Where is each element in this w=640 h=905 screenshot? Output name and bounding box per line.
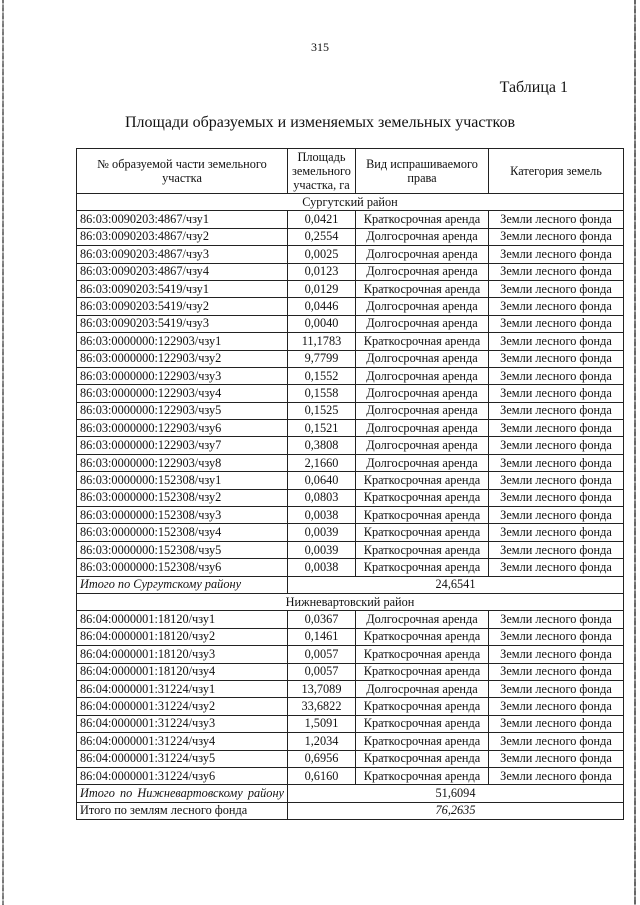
table-row <box>77 559 624 576</box>
section-total-row <box>77 576 624 593</box>
scan-edge-right <box>634 0 636 905</box>
right-type-cell: Краткосрочная аренда <box>356 541 489 558</box>
plot-number-cell: 86:03:0000000:152308/чзу2 <box>77 489 288 506</box>
right-type-cell: Краткосрочная аренда <box>356 767 489 784</box>
section-row <box>77 593 624 610</box>
table-row <box>77 541 624 558</box>
table-row <box>77 333 624 350</box>
section-title: Сургутский район <box>77 194 624 211</box>
table-row <box>77 507 624 524</box>
plot-number-cell: 86:03:0000000:122903/чзу7 <box>77 437 288 454</box>
plot-number-cell: 86:04:0000001:31224/чзу1 <box>77 680 288 697</box>
table-row <box>77 263 624 280</box>
plot-number-cell: 86:03:0090203:5419/чзу3 <box>77 315 288 332</box>
area-cell: 0,3808 <box>288 437 356 454</box>
land-category-cell: Земли лесного фонда <box>489 524 624 541</box>
table-label: Таблица 1 <box>499 79 568 96</box>
table-row <box>77 767 624 784</box>
plot-number-cell: 86:03:0000000:122903/чзу6 <box>77 420 288 437</box>
land-category-cell: Земли лесного фонда <box>489 333 624 350</box>
table-row <box>77 680 624 697</box>
land-category-cell: Земли лесного фонда <box>489 750 624 767</box>
area-cell: 0,0025 <box>288 246 356 263</box>
right-type-cell: Краткосрочная аренда <box>356 280 489 297</box>
plot-number-cell: 86:03:0090203:5419/чзу2 <box>77 298 288 315</box>
right-type-cell: Краткосрочная аренда <box>356 211 489 228</box>
section-total-label: Итого по Нижневартовскому району <box>77 785 288 802</box>
right-type-cell: Краткосрочная аренда <box>356 715 489 732</box>
land-category-cell: Земли лесного фонда <box>489 507 624 524</box>
plot-number-cell: 86:04:0000001:18120/чзу3 <box>77 646 288 663</box>
section-total-row <box>77 785 624 802</box>
land-category-cell: Земли лесного фонда <box>489 541 624 558</box>
area-cell: 0,1525 <box>288 402 356 419</box>
right-type-cell: Долгосрочная аренда <box>356 680 489 697</box>
table-row <box>77 750 624 767</box>
table-row <box>77 611 624 628</box>
area-cell: 0,0640 <box>288 472 356 489</box>
land-category-cell: Земли лесного фонда <box>489 663 624 680</box>
plot-number-cell: 86:03:0000000:122903/чзу2 <box>77 350 288 367</box>
table-row <box>77 315 624 332</box>
right-type-cell: Долгосрочная аренда <box>356 385 489 402</box>
land-category-cell: Земли лесного фонда <box>489 263 624 280</box>
right-type-cell: Краткосрочная аренда <box>356 559 489 576</box>
right-type-cell: Краткосрочная аренда <box>356 524 489 541</box>
table-row <box>77 454 624 471</box>
table-row <box>77 211 624 228</box>
area-cell: 0,0129 <box>288 280 356 297</box>
plot-number-cell: 86:03:0090203:4867/чзу3 <box>77 246 288 263</box>
area-cell: 0,0367 <box>288 611 356 628</box>
grand-total-value: 76,2635 <box>288 802 624 819</box>
header-right-type: Вид испрашиваемого права <box>356 149 489 194</box>
plot-number-cell: 86:03:0090203:5419/чзу1 <box>77 280 288 297</box>
right-type-cell: Краткосрочная аренда <box>356 628 489 645</box>
table-body <box>77 194 624 820</box>
area-cell: 0,1552 <box>288 367 356 384</box>
section-total-label: Итого по Сургутскому району <box>77 576 288 593</box>
section-title: Нижневартовский район <box>77 593 624 610</box>
area-cell: 33,6822 <box>288 698 356 715</box>
area-cell: 0,0446 <box>288 298 356 315</box>
scan-edge-left <box>2 0 4 905</box>
land-category-cell: Земли лесного фонда <box>489 715 624 732</box>
land-category-cell: Земли лесного фонда <box>489 385 624 402</box>
area-cell: 0,0039 <box>288 541 356 558</box>
area-cell: 0,0038 <box>288 559 356 576</box>
right-type-cell: Долгосрочная аренда <box>356 420 489 437</box>
land-category-cell: Земли лесного фонда <box>489 420 624 437</box>
plot-number-cell: 86:04:0000001:18120/чзу2 <box>77 628 288 645</box>
land-category-cell: Земли лесного фонда <box>489 367 624 384</box>
grand-total-row <box>77 802 624 819</box>
land-category-cell: Земли лесного фонда <box>489 228 624 245</box>
plot-number-cell: 86:03:0000000:122903/чзу5 <box>77 402 288 419</box>
table-row <box>77 663 624 680</box>
area-cell: 1,2034 <box>288 733 356 750</box>
table-row <box>77 420 624 437</box>
area-cell: 13,7089 <box>288 680 356 697</box>
area-cell: 0,2554 <box>288 228 356 245</box>
plot-number-cell: 86:04:0000001:18120/чзу1 <box>77 611 288 628</box>
right-type-cell: Долгосрочная аренда <box>356 367 489 384</box>
area-cell: 0,0038 <box>288 507 356 524</box>
table-row <box>77 698 624 715</box>
section-row <box>77 194 624 211</box>
grand-total-label: Итого по землям лесного фонда <box>77 802 288 819</box>
plot-number-cell: 86:03:0000000:122903/чзу3 <box>77 367 288 384</box>
plot-number-cell: 86:04:0000001:31224/чзу5 <box>77 750 288 767</box>
right-type-cell: Долгосрочная аренда <box>356 454 489 471</box>
table-row <box>77 228 624 245</box>
land-category-cell: Земли лесного фонда <box>489 454 624 471</box>
plot-number-cell: 86:04:0000001:18120/чзу4 <box>77 663 288 680</box>
plot-number-cell: 86:03:0090203:4867/чзу2 <box>77 228 288 245</box>
plot-number-cell: 86:03:0090203:4867/чзу4 <box>77 263 288 280</box>
area-cell: 0,1558 <box>288 385 356 402</box>
header-land-category: Категория земель <box>489 149 624 194</box>
table-row <box>77 646 624 663</box>
plot-number-cell: 86:03:0000000:152308/чзу5 <box>77 541 288 558</box>
area-cell: 0,0057 <box>288 663 356 680</box>
right-type-cell: Краткосрочная аренда <box>356 489 489 506</box>
table-row <box>77 489 624 506</box>
right-type-cell: Краткосрочная аренда <box>356 698 489 715</box>
table-row <box>77 715 624 732</box>
right-type-cell: Долгосрочная аренда <box>356 315 489 332</box>
land-category-cell: Земли лесного фонда <box>489 402 624 419</box>
right-type-cell: Долгосрочная аренда <box>356 246 489 263</box>
page-number: 315 <box>311 40 329 54</box>
table-header-row <box>77 149 624 194</box>
land-category-cell: Земли лесного фонда <box>489 559 624 576</box>
section-total-value: 51,6094 <box>288 785 624 802</box>
area-cell: 0,0421 <box>288 211 356 228</box>
land-category-cell: Земли лесного фонда <box>489 733 624 750</box>
land-category-cell: Земли лесного фонда <box>489 698 624 715</box>
land-category-cell: Земли лесного фонда <box>489 680 624 697</box>
plot-number-cell: 86:04:0000001:31224/чзу4 <box>77 733 288 750</box>
area-cell: 0,1461 <box>288 628 356 645</box>
table-row <box>77 246 624 263</box>
right-type-cell: Долгосрочная аренда <box>356 298 489 315</box>
right-type-cell: Краткосрочная аренда <box>356 333 489 350</box>
plot-number-cell: 86:03:0000000:122903/чзу8 <box>77 454 288 471</box>
area-cell: 11,1783 <box>288 333 356 350</box>
area-cell: 1,5091 <box>288 715 356 732</box>
plot-number-cell: 86:03:0000000:152308/чзу6 <box>77 559 288 576</box>
table-row <box>77 402 624 419</box>
plot-number-cell: 86:04:0000001:31224/чзу6 <box>77 767 288 784</box>
plot-number-cell: 86:03:0000000:152308/чзу3 <box>77 507 288 524</box>
land-category-cell: Земли лесного фонда <box>489 437 624 454</box>
plot-number-cell: 86:03:0090203:4867/чзу1 <box>77 211 288 228</box>
plot-number-cell: 86:03:0000000:152308/чзу1 <box>77 472 288 489</box>
area-cell: 0,0039 <box>288 524 356 541</box>
header-plot-number: № образуемой части земельного участка <box>77 149 288 194</box>
land-category-cell: Земли лесного фонда <box>489 350 624 367</box>
right-type-cell: Долгосрочная аренда <box>356 402 489 419</box>
plot-number-cell: 86:03:0000000:122903/чзу1 <box>77 333 288 350</box>
section-total-value: 24,6541 <box>288 576 624 593</box>
table-row <box>77 385 624 402</box>
table-row <box>77 298 624 315</box>
right-type-cell: Долгосрочная аренда <box>356 437 489 454</box>
land-category-cell: Земли лесного фонда <box>489 298 624 315</box>
table-row <box>77 367 624 384</box>
land-category-cell: Земли лесного фонда <box>489 280 624 297</box>
right-type-cell: Долгосрочная аренда <box>356 611 489 628</box>
land-category-cell: Земли лесного фонда <box>489 646 624 663</box>
table-row <box>77 628 624 645</box>
land-category-cell: Земли лесного фонда <box>489 472 624 489</box>
table-row <box>77 280 624 297</box>
area-cell: 9,7799 <box>288 350 356 367</box>
plot-number-cell: 86:04:0000001:31224/чзу3 <box>77 715 288 732</box>
table-row <box>77 350 624 367</box>
right-type-cell: Краткосрочная аренда <box>356 507 489 524</box>
plot-number-cell: 86:04:0000001:31224/чзу2 <box>77 698 288 715</box>
land-category-cell: Земли лесного фонда <box>489 767 624 784</box>
table-row <box>77 472 624 489</box>
document-title: Площади образуемых и изменяемых земельных участков <box>125 114 515 131</box>
land-category-cell: Земли лесного фонда <box>489 611 624 628</box>
area-cell: 2,1660 <box>288 454 356 471</box>
table-row <box>77 524 624 541</box>
land-category-cell: Земли лесного фонда <box>489 211 624 228</box>
land-category-cell: Земли лесного фонда <box>489 628 624 645</box>
area-cell: 0,1521 <box>288 420 356 437</box>
area-cell: 0,6956 <box>288 750 356 767</box>
right-type-cell: Краткосрочная аренда <box>356 733 489 750</box>
area-cell: 0,0803 <box>288 489 356 506</box>
land-category-cell: Земли лесного фонда <box>489 489 624 506</box>
right-type-cell: Долгосрочная аренда <box>356 228 489 245</box>
right-type-cell: Краткосрочная аренда <box>356 646 489 663</box>
plot-number-cell: 86:03:0000000:152308/чзу4 <box>77 524 288 541</box>
land-plots-table <box>76 148 624 820</box>
area-cell: 0,0040 <box>288 315 356 332</box>
header-area: Площадь земельного участка, га <box>288 149 356 194</box>
right-type-cell: Краткосрочная аренда <box>356 472 489 489</box>
table-row <box>77 733 624 750</box>
area-cell: 0,0123 <box>288 263 356 280</box>
right-type-cell: Краткосрочная аренда <box>356 750 489 767</box>
right-type-cell: Краткосрочная аренда <box>356 663 489 680</box>
land-category-cell: Земли лесного фонда <box>489 315 624 332</box>
land-category-cell: Земли лесного фонда <box>489 246 624 263</box>
table-row <box>77 437 624 454</box>
right-type-cell: Долгосрочная аренда <box>356 263 489 280</box>
area-cell: 0,0057 <box>288 646 356 663</box>
right-type-cell: Долгосрочная аренда <box>356 350 489 367</box>
plot-number-cell: 86:03:0000000:122903/чзу4 <box>77 385 288 402</box>
area-cell: 0,6160 <box>288 767 356 784</box>
